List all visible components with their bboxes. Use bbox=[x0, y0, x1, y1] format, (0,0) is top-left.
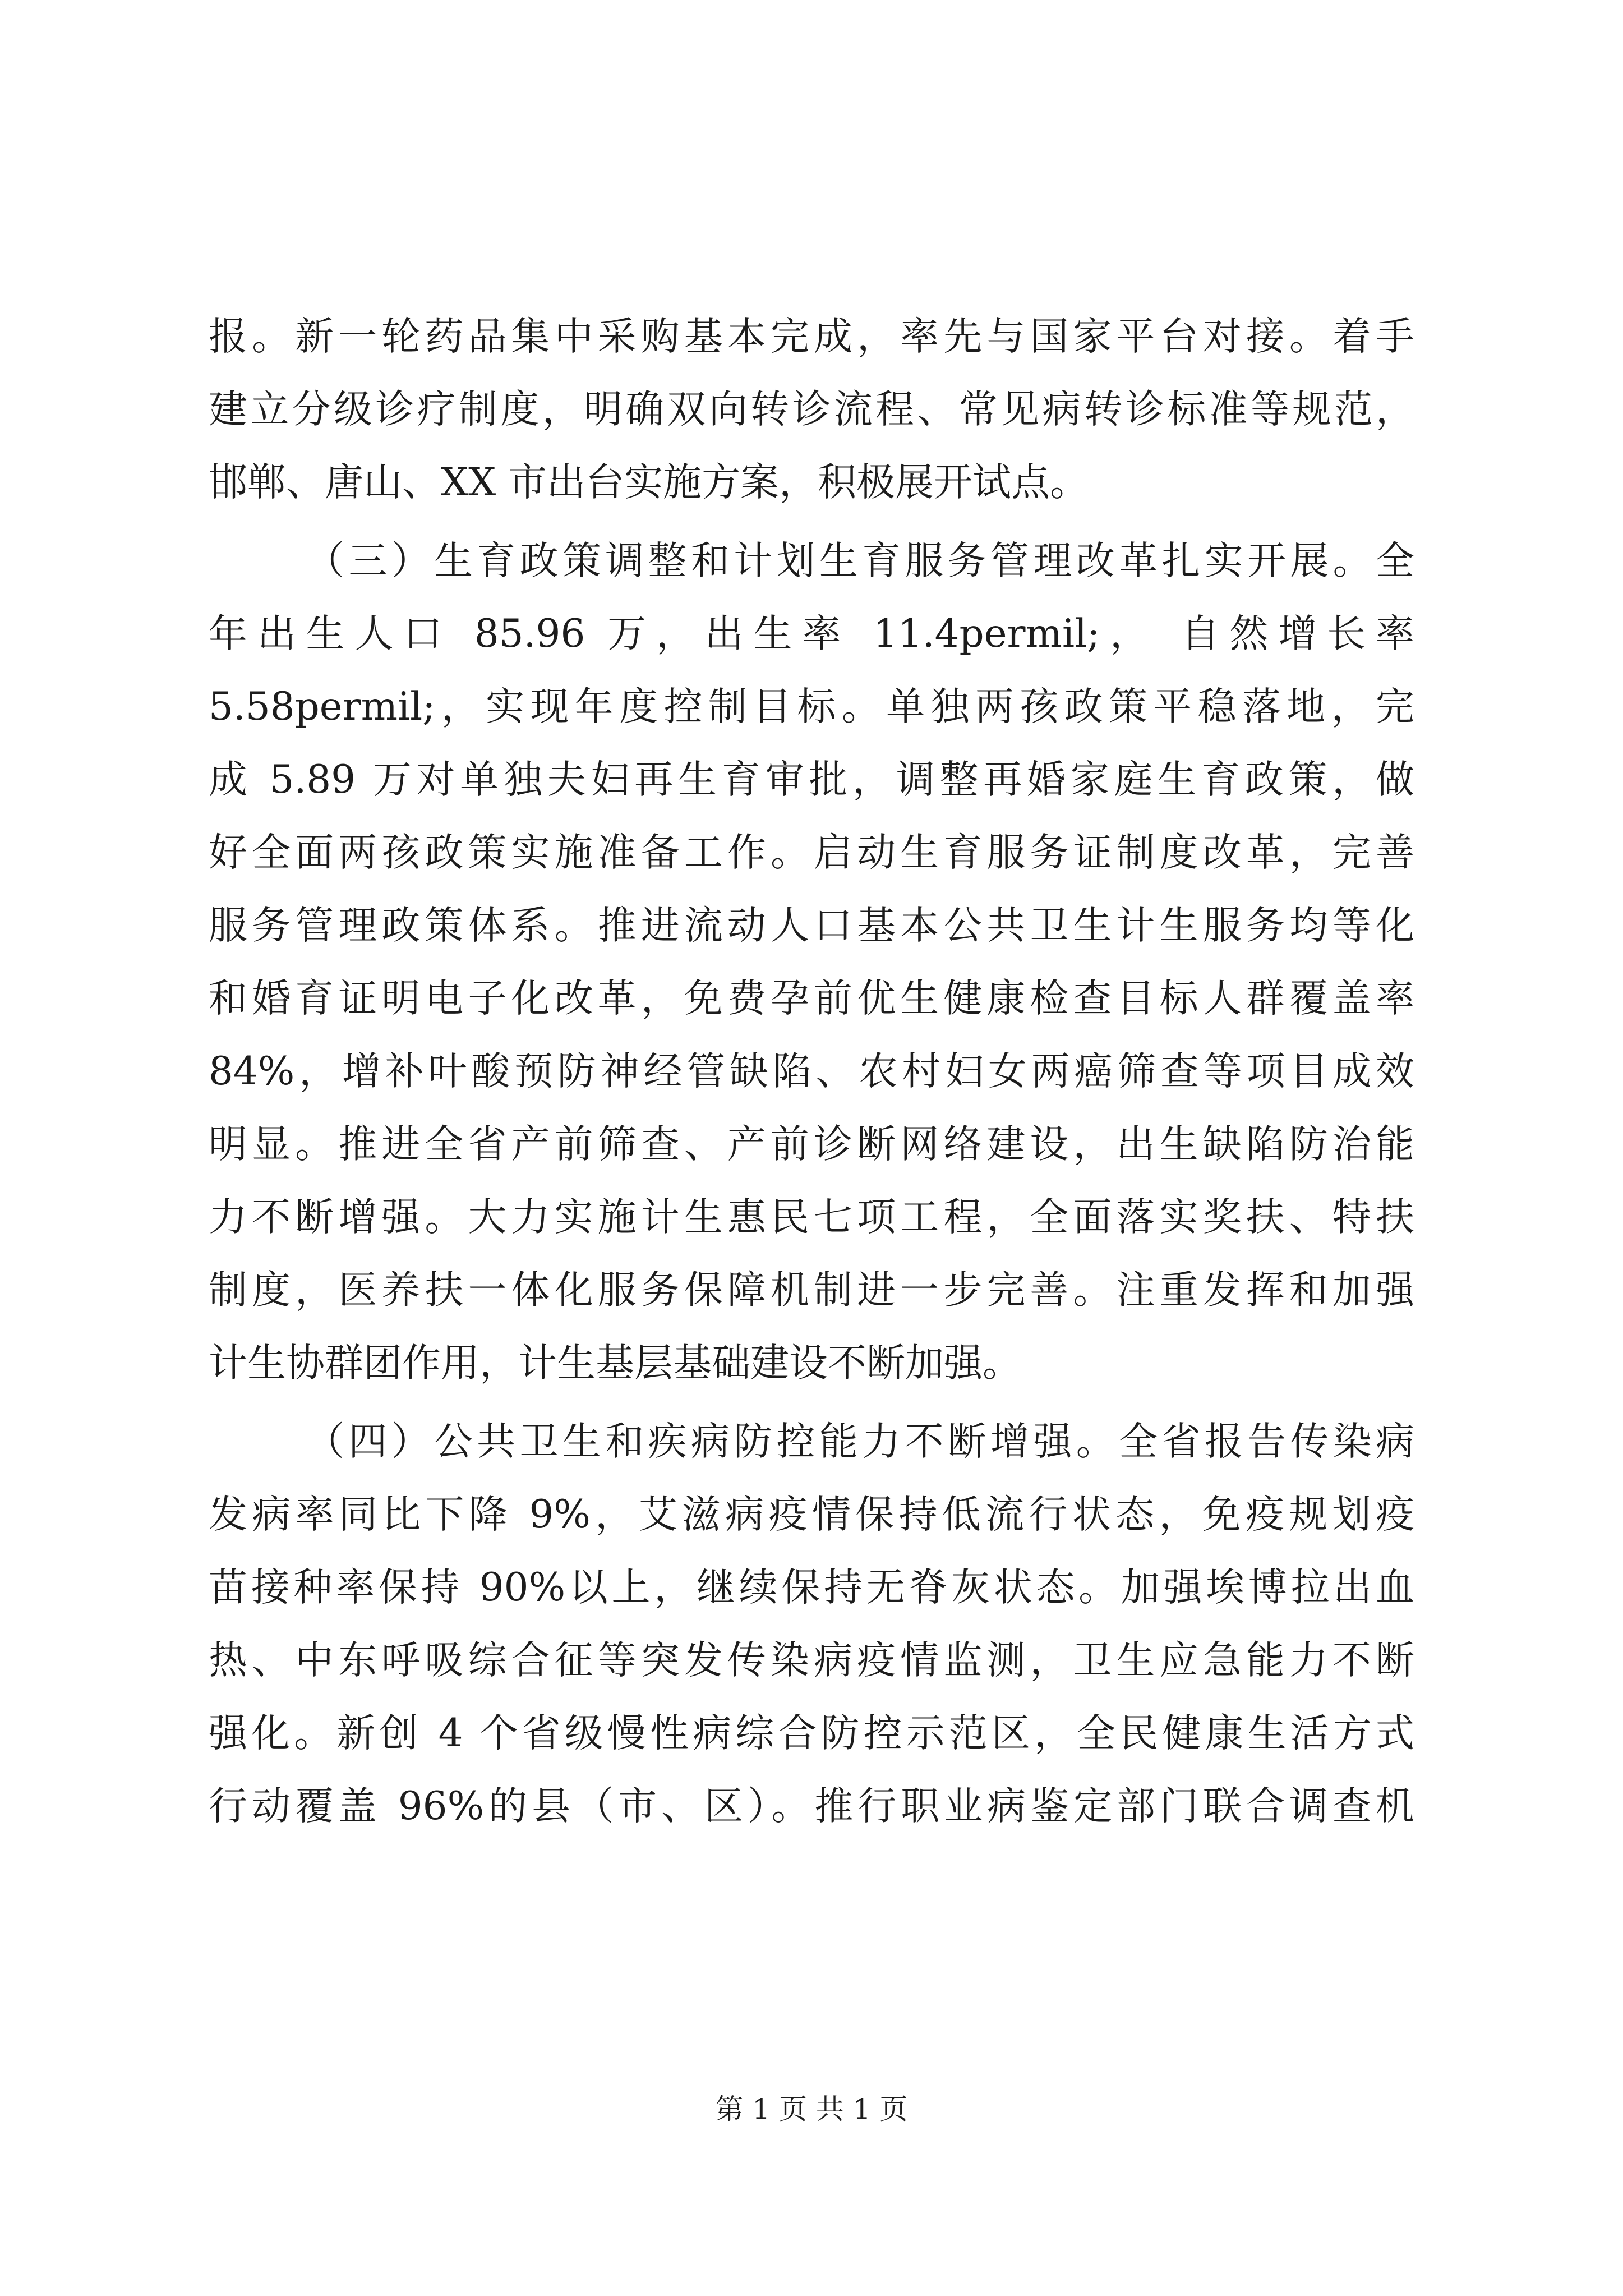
body-text-line: 成 5.89 万对单独夫妇再生育审批，调整再婚家庭生育政策，做 bbox=[209, 757, 1414, 802]
body-text-line: 计生协群团作用，计生基层基础建设不断加强。 bbox=[209, 1341, 1021, 1386]
body-text-line: 行动覆盖 96%的县（市、区）。推行职业病鉴定部门联合调查机 bbox=[209, 1784, 1414, 1829]
body-text-line: 制度，医养扶一体化服务保障机制进一步完善。注重发挥和加强 bbox=[209, 1268, 1414, 1313]
body-text-line: 好全面两孩政策实施准备工作。启动生育服务证制度改革，完善 bbox=[209, 830, 1414, 875]
body-text-line: 热、中东呼吸综合征等突发传染病疫情监测，卫生应急能力不断 bbox=[209, 1638, 1414, 1683]
body-text-line: 84%，增补叶酸预防神经管缺陷、农村妇女两癌筛查等项目成效 bbox=[209, 1049, 1414, 1094]
page-footer: 第 1 页 共 1 页 bbox=[715, 2093, 908, 2125]
body-text-line: 力不断增强。大力实施计生惠民七项工程，全面落实奖扶、特扶 bbox=[209, 1195, 1414, 1240]
body-text-line: 建立分级诊疗制度，明确双向转诊流程、常见病转诊标准等规范， bbox=[209, 387, 1414, 432]
section-heading-line: （四）公共卫生和疾病防控能力不断增强。全省报告传染病 bbox=[306, 1419, 1414, 1464]
body-text-line: 邯郸、唐山、XX 市出台实施方案，积极展开试点。 bbox=[209, 460, 1089, 505]
body-text-line: 发病率同比下降 9%，艾滋病疫情保持低流行状态，免疫规划疫 bbox=[209, 1492, 1414, 1537]
body-text-line: 苗接种率保持 90%以上，继续保持无脊灰状态。加强埃博拉出血 bbox=[209, 1565, 1414, 1610]
section-heading-line: （三）生育政策调整和计划生育服务管理改革扎实开展。全 bbox=[306, 539, 1414, 583]
body-text-line: 强化。新创 4 个省级慢性病综合防控示范区，全民健康生活方式 bbox=[209, 1711, 1414, 1756]
body-text-line: 5.58permil;，实现年度控制目标。单独两孩政策平稳落地，完 bbox=[209, 684, 1414, 729]
body-text-line: 报。新一轮药品集中采购基本完成，率先与国家平台对接。着手 bbox=[209, 314, 1414, 359]
body-text-line: 明显。推进全省产前筛查、产前诊断网络建设，出生缺陷防治能 bbox=[209, 1122, 1414, 1167]
body-text-line: 服务管理政策体系。推进流动人口基本公共卫生计生服务均等化 bbox=[209, 903, 1414, 948]
body-text-line: 和婚育证明电子化改革，免费孕前优生健康检查目标人群覆盖率 bbox=[209, 976, 1414, 1021]
body-text-line: 年出生人口 85.96 万，出生率 11.4permil;， 自然增长率 bbox=[209, 611, 1414, 656]
